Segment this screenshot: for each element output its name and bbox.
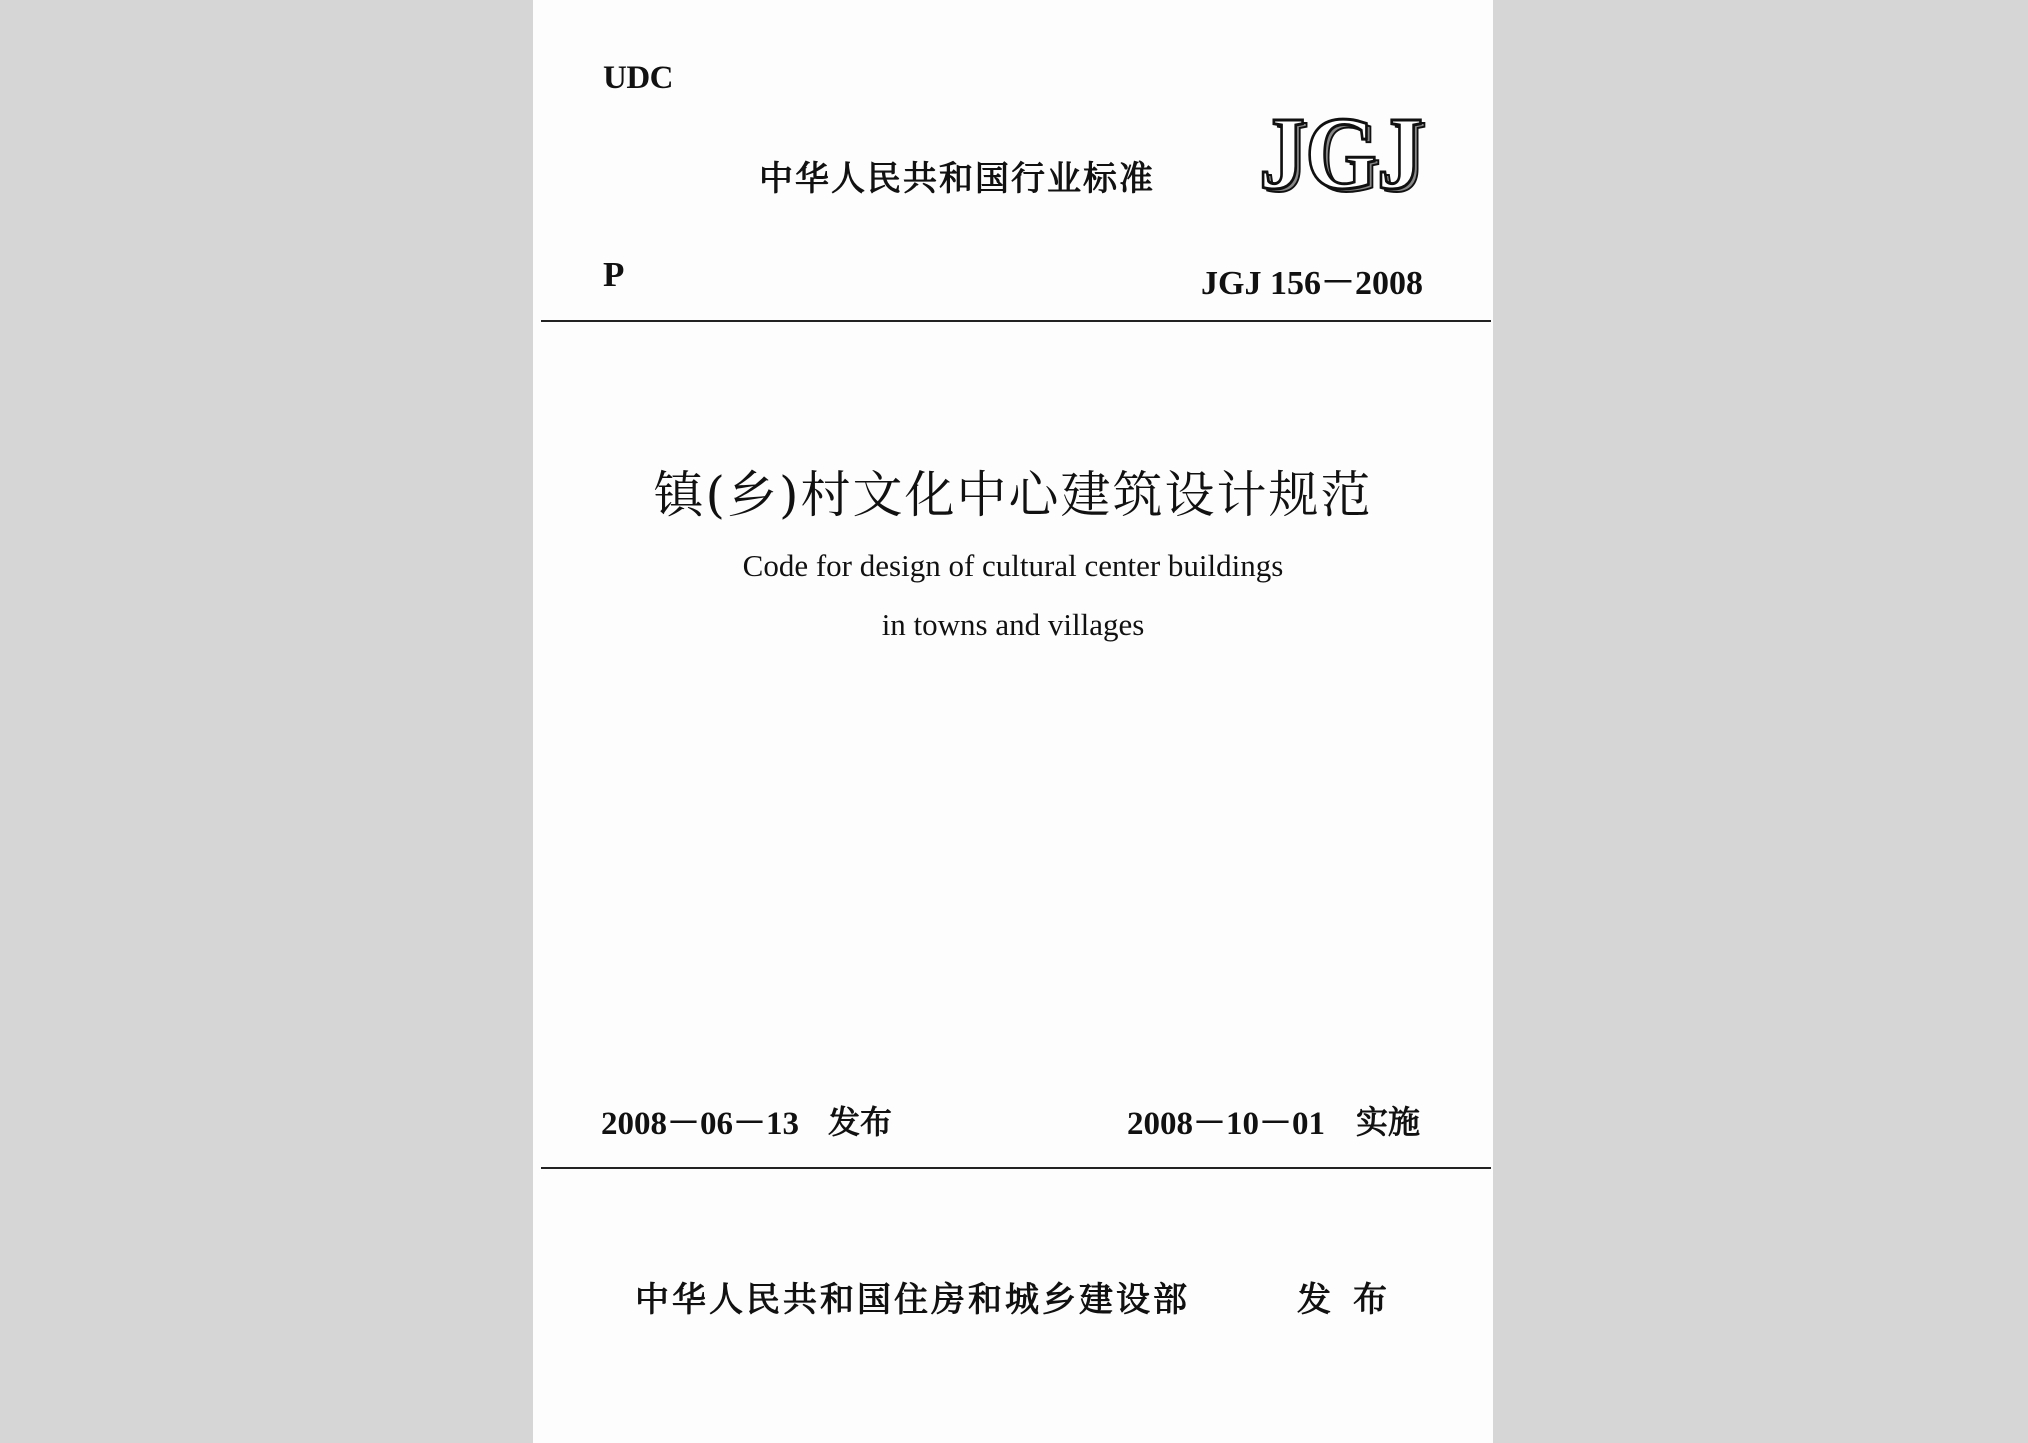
udc-label: UDC — [603, 60, 673, 96]
bottom-divider — [541, 1167, 1491, 1169]
effective-date: 2008－10－01 — [1127, 1106, 1325, 1142]
issue-date: 2008－06－13 — [601, 1106, 799, 1142]
issuing-authority: 中华人民共和国住房和城乡建设部 — [635, 1280, 1190, 1320]
classification-code: P — [603, 255, 625, 294]
issuer-action: 发布 — [1297, 1280, 1409, 1320]
title-chinese: 镇(乡)村文化中心建筑设计规范 — [653, 466, 1373, 524]
industry-standard-heading: 中华人民共和国行业标准 — [759, 159, 1155, 199]
svg-text:JGJ: JGJ — [1259, 100, 1423, 200]
svg-text:JGJ: JGJ — [1263, 100, 1427, 200]
title-english-line-2: in towns and villages — [881, 607, 1145, 642]
issue-label: 发布 — [828, 1103, 893, 1141]
effective-label: 实施 — [1356, 1103, 1421, 1141]
title-english-line-1: Code for design of cultural center buildings — [742, 548, 1284, 583]
cover-page — [533, 0, 1493, 1443]
top-divider — [541, 320, 1491, 322]
jgj-logo — [1255, 100, 1427, 200]
standard-number: JGJ 156－2008 — [1201, 265, 1423, 302]
